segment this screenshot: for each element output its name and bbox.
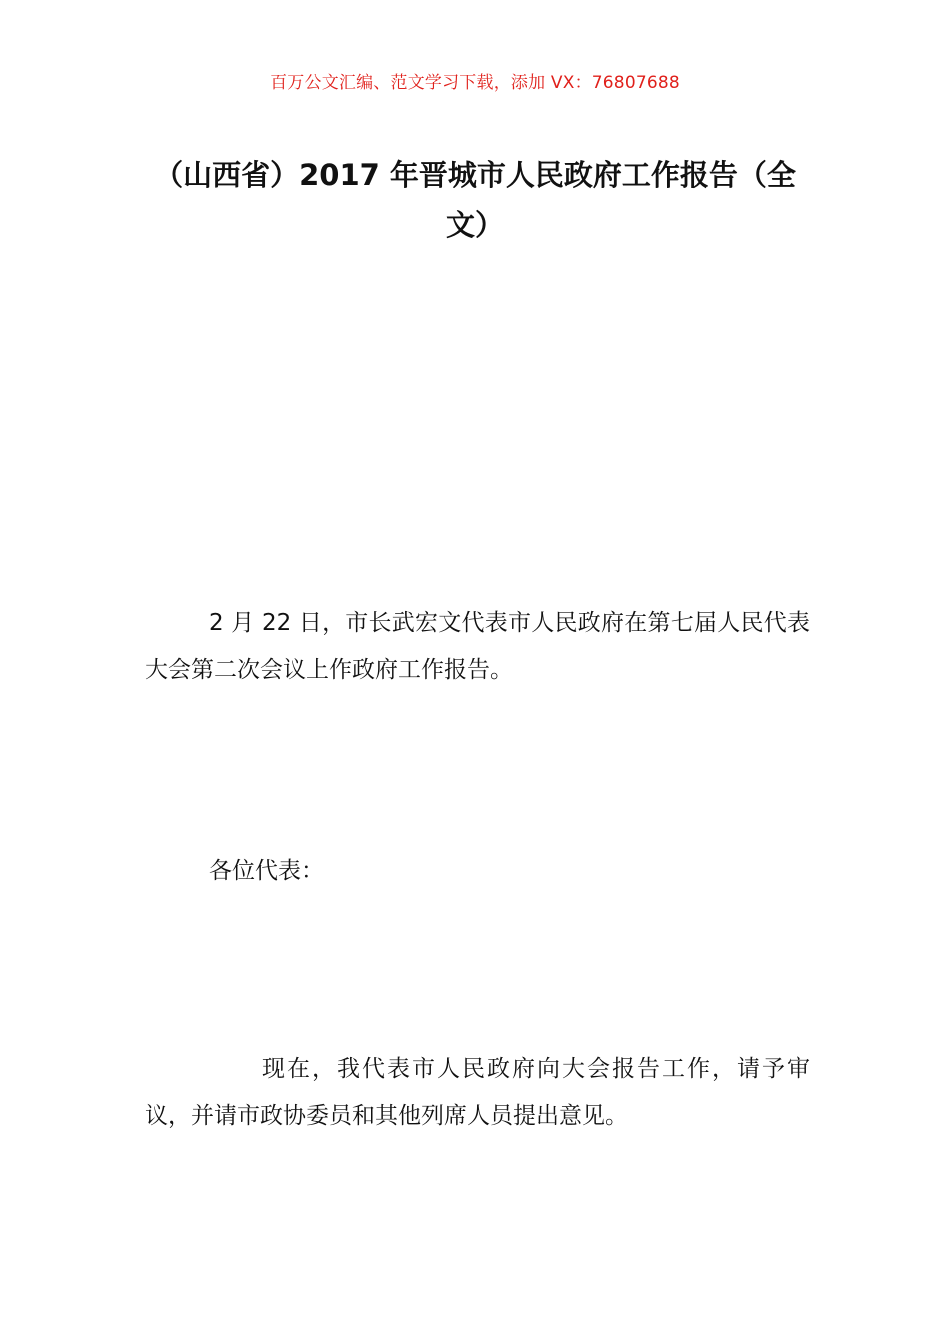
paragraph-salutation: 各位代表： — [209, 858, 324, 884]
header-note: 百万公文汇编、范文学习下载，添加 VX：76807688 — [270, 73, 680, 93]
paragraph-intro: 2 月 22 日，市长武宏文代表市人民政府在第七届人民代表大会第二次会议上作政府工作报告。 — [145, 610, 810, 683]
paragraph-opening: 现在，我代表市人民政府向大会报告工作，请予审议，并请市政协委员和其他列席人员提出意见。 — [145, 1056, 810, 1129]
document-title: （山西省）2017 年晋城市人民政府工作报告（全文） — [154, 158, 796, 242]
